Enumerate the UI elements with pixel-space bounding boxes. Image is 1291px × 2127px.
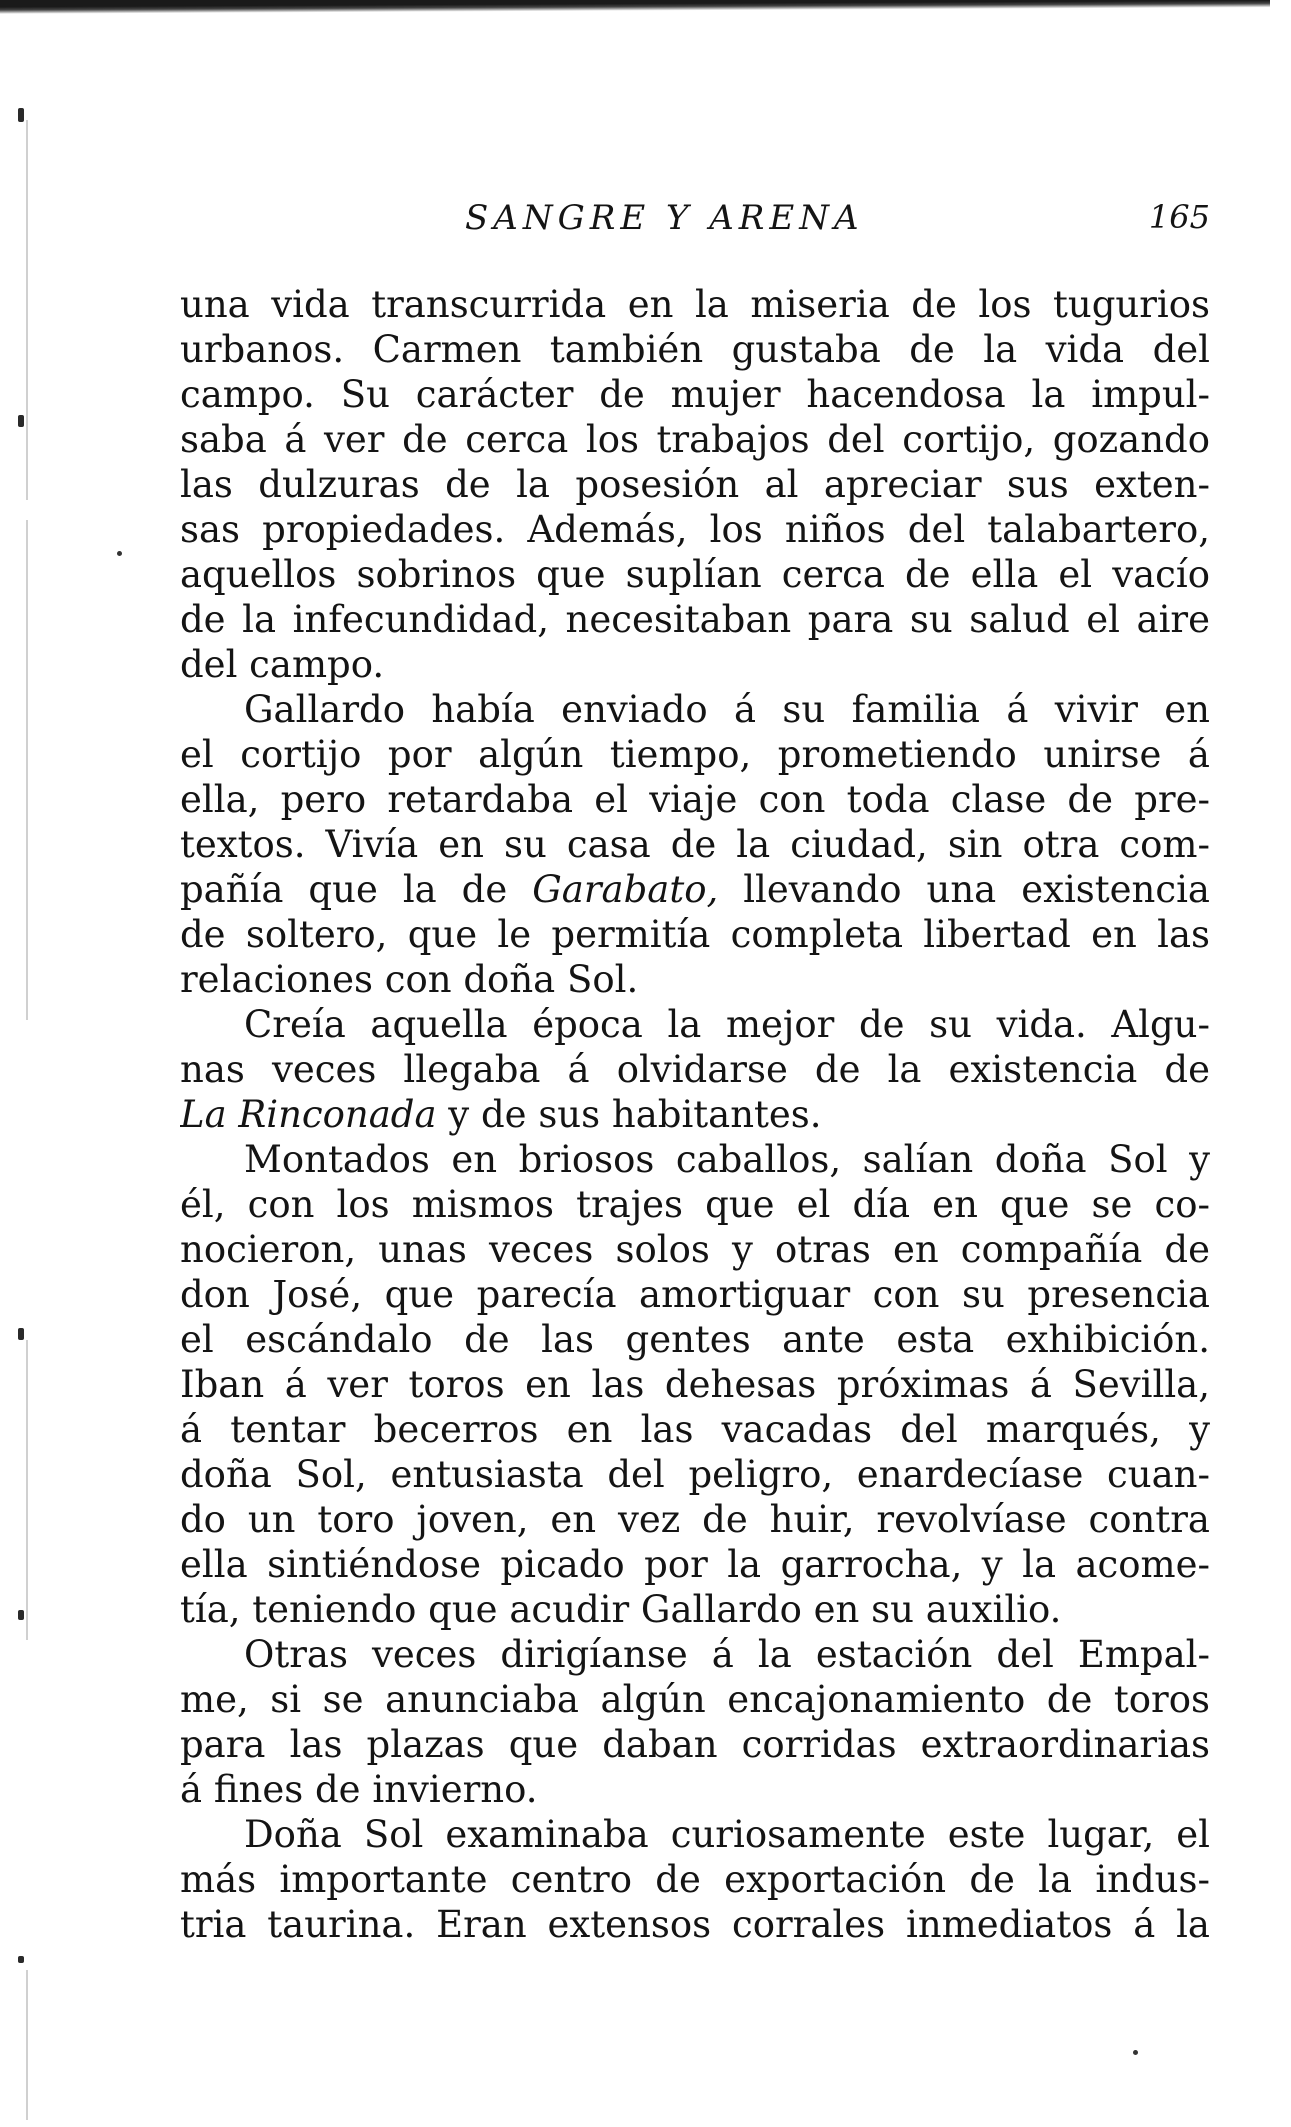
text-line: á fines de invierno. bbox=[180, 1768, 538, 1811]
text-line: ella sintiéndose picado por la garrocha, y la acome- bbox=[180, 1543, 1210, 1586]
text-line: doña Sol, entusiasta del peligro, enardecíase cuan- bbox=[180, 1453, 1210, 1496]
text-line: Montados en briosos caballos, salían doña Sol y bbox=[244, 1138, 1210, 1181]
text-line: Iban á ver toros en las dehesas próximas á Sevilla, bbox=[180, 1363, 1210, 1406]
margin-mark bbox=[18, 415, 24, 427]
text-line: Creía aquella época la mejor de su vida. Algu- bbox=[244, 1003, 1210, 1046]
text-line: para las plazas que daban corridas extraordinarias bbox=[180, 1723, 1210, 1766]
text-line: textos. Vivía en su casa de la ciudad, sin otra com- bbox=[180, 823, 1210, 866]
text-line: Doña Sol examinaba curiosamente este lugar, el bbox=[244, 1813, 1210, 1856]
text-line: urbanos. Carmen también gustaba de la vida del bbox=[180, 328, 1210, 371]
margin-mark bbox=[18, 1328, 24, 1340]
text-line: él, con los mismos trajes que el día en que se co- bbox=[180, 1183, 1210, 1226]
margin-edge-line bbox=[26, 520, 28, 1020]
margin-edge-line bbox=[26, 1970, 28, 2120]
margin-mark bbox=[18, 1610, 24, 1620]
running-head bbox=[180, 198, 1210, 242]
text-line: tía, teniendo que acudir Gallardo en su auxilio. bbox=[180, 1588, 1062, 1631]
text-line: las dulzuras de la posesión al apreciar sus exten- bbox=[180, 463, 1210, 506]
text-line: me, si se anunciaba algún encajonamiento de toros bbox=[180, 1678, 1210, 1721]
text-line: tria taurina. Eran extensos corrales inmediatos á la bbox=[180, 1903, 1210, 1946]
italic-place-name: La Rinconada bbox=[180, 1093, 437, 1136]
text-line: Gallardo había enviado á su familia á vivir en bbox=[244, 688, 1210, 731]
text-line: más importante centro de exportación de la indus- bbox=[180, 1858, 1210, 1901]
text-line: nocieron, unas veces solos y otras en compañía de bbox=[180, 1228, 1210, 1271]
text-line: campo. Su carácter de mujer hacendosa la impul- bbox=[180, 373, 1210, 416]
italic-name: Garabato, bbox=[532, 868, 719, 911]
text-line: relaciones con doña Sol. bbox=[180, 958, 639, 1001]
text-line: La Rinconada y de sus habitantes. bbox=[180, 1093, 822, 1136]
text-line: Otras veces dirigíanse á la estación del Empal- bbox=[244, 1633, 1210, 1676]
ink-speck bbox=[117, 551, 122, 556]
text-line: el escándalo de las gentes ante esta exhibición. bbox=[180, 1318, 1210, 1361]
text-line: pañía que la de Garabato, llevando una existencia bbox=[180, 868, 1210, 911]
running-title: SANGRE Y ARENA bbox=[465, 198, 864, 238]
text-line: aquellos sobrinos que suplían cerca de ella el vacío bbox=[180, 553, 1210, 596]
text-line: de la infecundidad, necesitaban para su salud el aire bbox=[180, 598, 1210, 641]
body-text bbox=[180, 282, 1210, 1947]
text-line: saba á ver de cerca los trabajos del cortijo, gozando bbox=[180, 418, 1210, 461]
text-line: á tentar becerros en las vacadas del marqués, y bbox=[180, 1408, 1210, 1451]
margin-mark bbox=[18, 108, 24, 122]
text-line: el cortijo por algún tiempo, prometiendo unirse á bbox=[180, 733, 1210, 776]
top-edge-rule bbox=[0, 0, 1270, 14]
page-number: 165 bbox=[1148, 198, 1210, 236]
margin-edge-line bbox=[26, 1340, 28, 1640]
text-line: de soltero, que le permitía completa libertad en las bbox=[180, 913, 1210, 956]
text-line: do un toro joven, en vez de huir, revolvíase contra bbox=[180, 1498, 1210, 1541]
text-line: del campo. bbox=[180, 643, 385, 686]
ink-speck bbox=[1133, 2050, 1138, 2055]
margin-mark bbox=[18, 1956, 24, 1963]
text-line: ella, pero retardaba el viaje con toda clase de pre- bbox=[180, 778, 1210, 821]
text-line: don José, que parecía amortiguar con su presencia bbox=[180, 1273, 1210, 1316]
text-line: nas veces llegaba á olvidarse de la existencia de bbox=[180, 1048, 1210, 1091]
text-line: sas propiedades. Además, los niños del talabartero, bbox=[180, 508, 1210, 551]
margin-edge-line bbox=[26, 120, 28, 500]
text-line: una vida transcurrida en la miseria de los tugurios bbox=[180, 283, 1210, 326]
